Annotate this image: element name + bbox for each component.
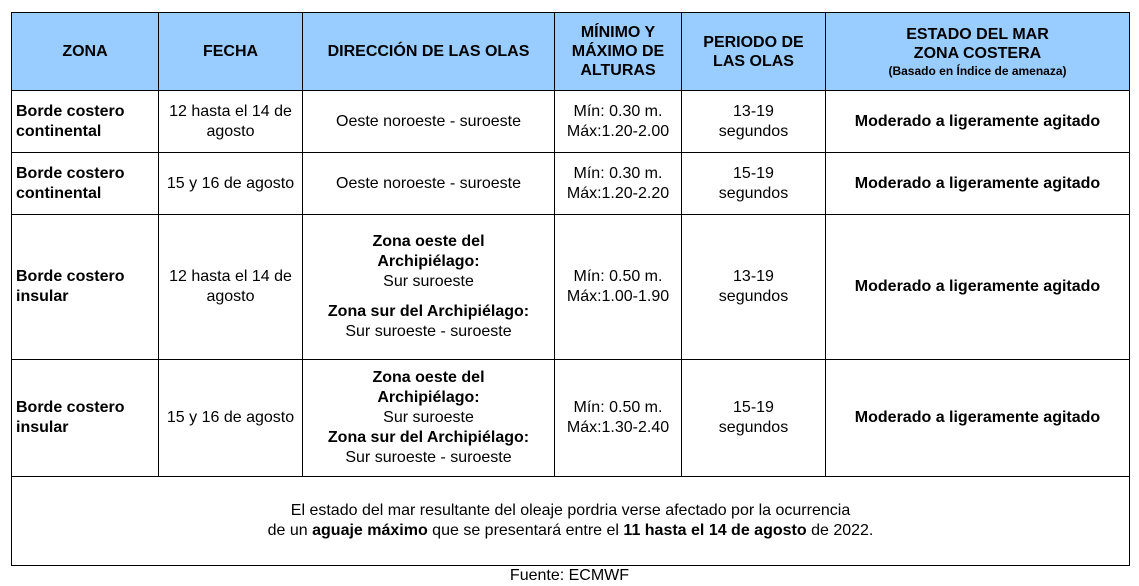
zona-sur-direccion: Sur suroeste - suroeste	[345, 323, 512, 340]
note-text-b: que se presentará entre el	[427, 522, 624, 539]
cell-max: Máx:1.20-2.20	[566, 184, 670, 202]
cell-zona: Borde costero insular	[12, 215, 159, 360]
cell-fecha: 15 y 16 de agosto	[159, 153, 303, 215]
table-row	[12, 153, 1130, 215]
wave-forecast-table	[11, 12, 1130, 566]
header-zona: ZONA	[12, 13, 159, 91]
cell-estado: Moderado a ligeramente agitado	[826, 153, 1130, 215]
note-dates: 11 hasta el 14 de agosto	[623, 522, 807, 539]
cell-periodo-range: 13-19	[733, 268, 774, 285]
cell-estado: Moderado a ligeramente agitado	[826, 360, 1130, 477]
zona-oeste-direccion: Sur suroeste	[383, 273, 474, 290]
table-header-row	[12, 13, 1130, 91]
cell-fecha: 12 hasta el 14 de agosto	[159, 91, 303, 153]
cell-periodo	[682, 215, 826, 360]
zona-oeste-direccion: Sur suroeste	[383, 409, 474, 426]
cell-min: Mín: 0.30 m.	[573, 164, 663, 182]
cell-min: Mín: 0.30 m.	[573, 102, 663, 120]
zona-sur-label: Zona sur del Archipiélago:	[327, 429, 530, 446]
cell-zona: Borde costero continental	[12, 91, 159, 153]
note-row	[12, 477, 1130, 566]
header-alturas	[555, 13, 682, 91]
cell-estado: Moderado a ligeramente agitado	[826, 91, 1130, 153]
header-periodo-line1: PERIODO DE	[703, 33, 804, 51]
header-estado-line1: ESTADO DEL MAR	[906, 25, 1049, 43]
cell-periodo	[682, 360, 826, 477]
header-estado-line2: ZONA COSTERA	[913, 44, 1042, 62]
cell-zona: Borde costero continental	[12, 153, 159, 215]
cell-periodo	[682, 153, 826, 215]
cell-zona: Borde costero insular	[12, 360, 159, 477]
cell-estado: Moderado a ligeramente agitado	[826, 215, 1130, 360]
cell-periodo-unit: segundos	[718, 184, 789, 202]
note-line-1: El estado del mar resultante del oleaje pordria verse afectado por la ocurrencia	[290, 502, 851, 519]
header-periodo	[682, 13, 826, 91]
zona-oeste-label-2: Archipiélago:	[377, 389, 480, 406]
header-periodo-line2: LAS OLAS	[713, 52, 794, 70]
header-estado-sub: (Basado en Índice de amenaza)	[888, 63, 1067, 78]
header-fecha: FECHA	[159, 13, 303, 91]
cell-alturas	[555, 360, 682, 477]
header-alturas-line1: MÍNIMO Y	[580, 24, 656, 41]
cell-fecha: 12 hasta el 14 de agosto	[159, 215, 303, 360]
cell-periodo	[682, 91, 826, 153]
cell-max: Máx:1.20-2.00	[566, 122, 670, 140]
note-cell	[12, 477, 1130, 566]
note-text-a: de un	[267, 522, 313, 539]
cell-periodo-unit: segundos	[718, 122, 789, 140]
table-row	[12, 360, 1130, 477]
cell-alturas	[555, 153, 682, 215]
cell-min: Mín: 0.50 m.	[573, 399, 663, 416]
cell-fecha: 15 y 16 de agosto	[159, 360, 303, 477]
cell-min: Mín: 0.50 m.	[573, 268, 663, 285]
zona-sur-direccion: Sur suroeste - suroeste	[345, 449, 512, 466]
cell-periodo-unit: segundos	[718, 288, 789, 305]
cell-direccion	[303, 360, 555, 477]
source-caption: Fuente: ECMWF	[509, 567, 630, 584]
note-aguaje: aguaje máximo	[312, 522, 428, 539]
zona-oeste-label-2: Archipiélago:	[377, 253, 480, 270]
header-alturas-line3: ALTURAS	[580, 62, 656, 79]
note-line-2	[268, 522, 874, 539]
cell-direccion: Oeste noroeste - suroeste	[303, 91, 555, 153]
note-text-c: de 2022.	[806, 522, 874, 539]
zona-oeste-label-1: Zona oeste del	[372, 233, 485, 250]
cell-direccion	[303, 215, 555, 360]
table-row	[12, 91, 1130, 153]
cell-direccion: Oeste noroeste - suroeste	[303, 153, 555, 215]
header-direccion: DIRECCIÓN DE LAS OLAS	[303, 13, 555, 91]
header-estado	[826, 13, 1130, 91]
cell-periodo-range: 15-19	[733, 164, 774, 182]
cell-periodo-range: 15-19	[733, 399, 774, 416]
cell-max: Máx:1.00-1.90	[566, 288, 670, 305]
cell-alturas	[555, 215, 682, 360]
zona-sur-label: Zona sur del Archipiélago:	[327, 303, 530, 320]
zona-oeste-label-1: Zona oeste del	[372, 369, 485, 386]
table-row	[12, 215, 1130, 360]
cell-periodo-range: 13-19	[733, 102, 774, 120]
header-alturas-line2: MÁXIMO DE	[571, 43, 665, 60]
cell-max: Máx:1.30-2.40	[566, 419, 670, 436]
cell-alturas	[555, 91, 682, 153]
cell-periodo-unit: segundos	[718, 419, 789, 436]
